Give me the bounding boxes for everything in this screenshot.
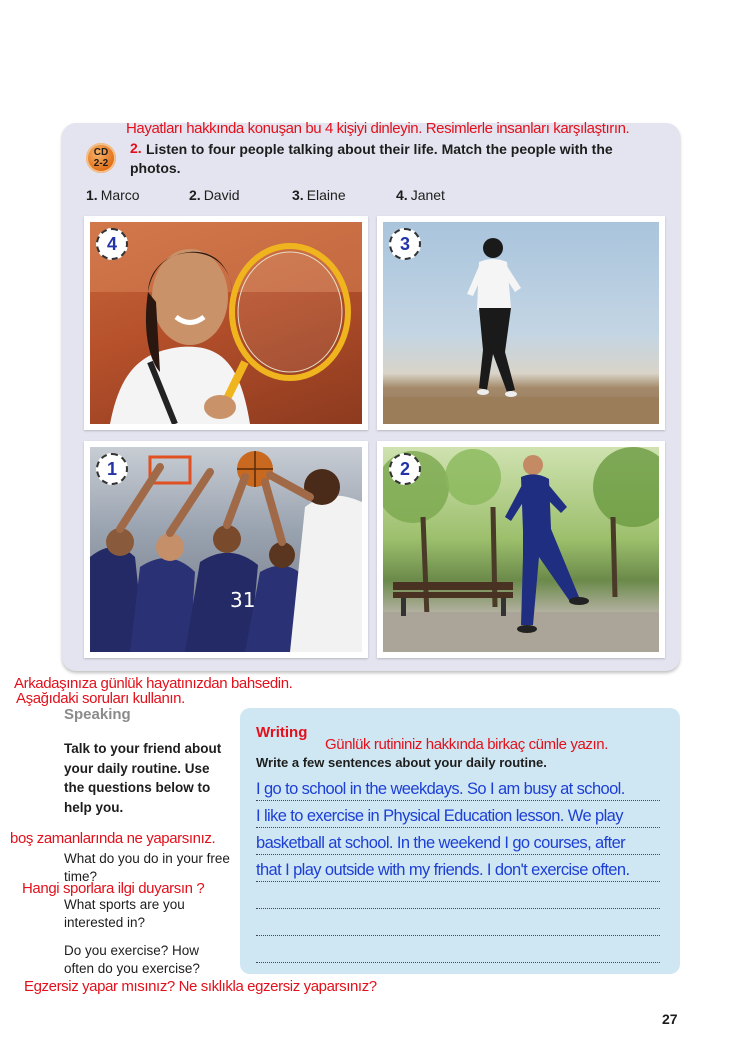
photo-number-badge: 3 bbox=[389, 228, 421, 260]
person-name-3 bbox=[292, 187, 346, 203]
writing-line-6[interactable] bbox=[256, 913, 660, 936]
writing-line-4[interactable]: that I play outside with my friends. I don't exercise often. bbox=[256, 859, 660, 882]
writing-translation-note: Günlük rutininiz hakkında birkaç cümle yazın. bbox=[325, 736, 608, 753]
photo-tennis-player bbox=[84, 216, 368, 430]
person-number: 2. bbox=[189, 187, 201, 203]
jogging-man-illustration bbox=[383, 447, 659, 652]
writing-line-5[interactable] bbox=[256, 886, 660, 909]
writing-line-7[interactable] bbox=[256, 940, 660, 963]
photo-number-badge: 1 bbox=[96, 453, 128, 485]
person-name-2 bbox=[189, 187, 239, 203]
writing-line-2[interactable]: I like to exercise in Physical Education lesson. We play bbox=[256, 805, 660, 828]
speaking-question-2: What sports are you interested in? bbox=[64, 897, 185, 930]
person-name-4 bbox=[396, 187, 445, 203]
cd-track-icon bbox=[86, 143, 116, 173]
speaking-heading: Speaking bbox=[64, 706, 131, 723]
task-text-line1: Listen to four people talking about their life. Match the people with the bbox=[146, 141, 613, 157]
person-number: 4. bbox=[396, 187, 408, 203]
speaking-question-1: What do you do in your free time? bbox=[64, 851, 230, 884]
page-number: 27 bbox=[662, 1011, 678, 1027]
basketball-team-illustration bbox=[90, 447, 362, 652]
speaking-q3-translation: Egzersiz yapar mısınız? Ne sıklıkla egzersiz yaparsınız? bbox=[24, 978, 377, 995]
speaking-instructions: Talk to your friend about your daily routine. Use the questions below to help you. bbox=[64, 741, 222, 815]
svg-text:31: 31 bbox=[230, 588, 256, 612]
task-text-line2: photos. bbox=[130, 160, 181, 176]
task-instructions bbox=[130, 140, 666, 178]
photo-jogging-man bbox=[377, 441, 665, 658]
photo-jogging-woman bbox=[377, 216, 665, 430]
writing-line-1[interactable]: I go to school in the weekdays. So I am busy at school. bbox=[256, 778, 660, 801]
speaking-q2-translation: Hangi sporlara ilgi duyarsın ? bbox=[22, 880, 205, 897]
jogging-woman-illustration bbox=[383, 222, 659, 424]
task-number: 2. bbox=[130, 140, 142, 156]
person-number: 3. bbox=[292, 187, 304, 203]
photo-basketball-team bbox=[84, 441, 368, 658]
writing-instructions: Write a few sentences about your daily routine. bbox=[256, 755, 547, 770]
photo-number-badge: 2 bbox=[389, 453, 421, 485]
person-name: David bbox=[203, 187, 240, 203]
listening-translation-note: Hayatları hakkında konuşan bu 4 kişiyi dinleyin. Resimlerle insanları karşılaştırın. bbox=[126, 120, 630, 137]
person-name: Marco bbox=[100, 187, 140, 203]
writing-heading: Writing bbox=[256, 724, 308, 741]
writing-line-3[interactable]: basketball at school. In the weekend I go courses, after bbox=[256, 832, 660, 855]
tennis-scene-illustration bbox=[90, 222, 362, 424]
person-number: 1. bbox=[86, 187, 98, 203]
speaking-translation-note-2: Aşağıdaki soruları kullanın. bbox=[16, 690, 185, 707]
person-name: Janet bbox=[410, 187, 445, 203]
photo-number-badge: 4 bbox=[96, 228, 128, 260]
speaking-question-3: Do you exercise? How often do you exercise? bbox=[64, 943, 200, 976]
cd-label: CD bbox=[93, 147, 109, 158]
person-name: Elaine bbox=[306, 187, 346, 203]
speaking-q1-translation: boş zamanlarında ne yaparsınız. bbox=[10, 830, 216, 847]
speaking-translation-note-1: Arkadaşınıza günlük hayatınızdan bahsedin. bbox=[14, 675, 293, 692]
person-name-1 bbox=[86, 187, 140, 203]
cd-track: 2-2 bbox=[93, 158, 109, 169]
